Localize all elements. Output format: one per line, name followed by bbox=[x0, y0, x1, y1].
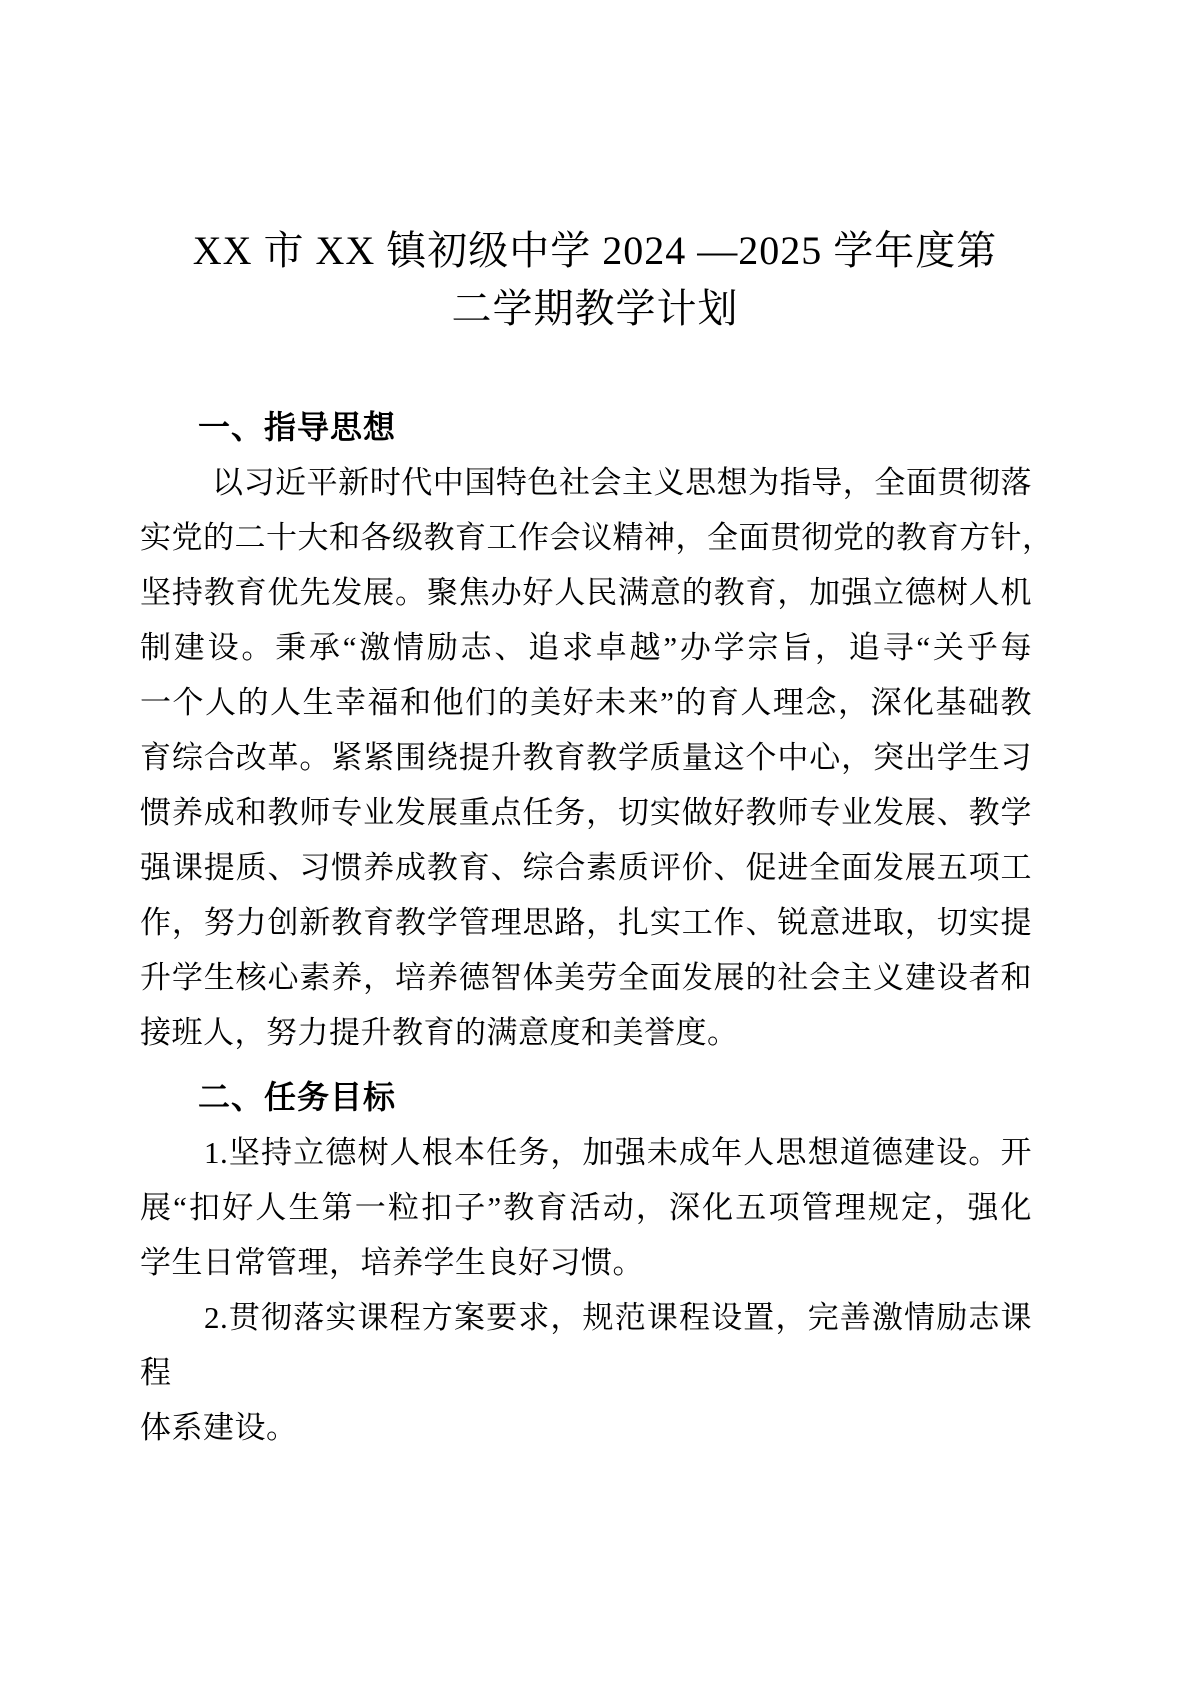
paragraph-line: 惯养成和教师专业发展重点任务，切实做好教师专业发展、教学 bbox=[140, 795, 1032, 830]
paragraph-line: 强课提质、习惯养成教育、综合素质评价、促进全面发展五项工 bbox=[140, 850, 1032, 885]
list-item-2-line: 程 bbox=[140, 1355, 172, 1390]
paragraph-line: 一个人的人生幸福和他们的美好未来”的育人理念，深化基础教 bbox=[140, 685, 1032, 720]
paragraph-line: 制建设。秉承“激情励志、追求卓越”办学宗旨，追寻“关乎每 bbox=[140, 630, 1032, 665]
section-1-heading: 一、指导思想 bbox=[198, 409, 397, 445]
list-item-1-line: 学生日常管理，培养学生良好习惯。 bbox=[140, 1245, 644, 1280]
title-line-1: XX 市 XX 镇初级中学 2024 —2025 学年度第 bbox=[192, 228, 998, 273]
paragraph-line: 坚持教育优先发展。聚焦办好人民满意的教育，加强立德树人机 bbox=[140, 575, 1032, 610]
document-title bbox=[0, 222, 1190, 338]
paragraph-line: 作，努力创新教育教学管理思路，扎实工作、锐意进取，切实提 bbox=[140, 905, 1032, 940]
paragraph-line: 实党的二十大和各级教育工作会议精神，全面贯彻党的教育方针， bbox=[140, 520, 1054, 555]
section-2-heading: 二、任务目标 bbox=[198, 1079, 397, 1115]
paragraph-line: 以习近平新时代中国特色社会主义思想为指导，全面贯彻落 bbox=[212, 465, 1032, 500]
document-body bbox=[140, 400, 1054, 1455]
list-item-2-line: 2.贯彻落实课程方案要求，规范课程设置，完善激情励志课 bbox=[204, 1300, 1032, 1335]
paragraph-line: 接班人，努力提升教育的满意度和美誉度。 bbox=[140, 1015, 739, 1050]
paragraph-line: 升学生核心素养，培养德智体美劳全面发展的社会主义建设者和 bbox=[140, 960, 1032, 995]
paragraph-line: 体系建设。 bbox=[140, 1410, 298, 1445]
paragraph-line: 育综合改革。紧紧围绕提升教育教学质量这个中心，突出学生习 bbox=[140, 740, 1032, 775]
list-item-1-line: 展“扣好人生第一粒扣子”教育活动，深化五项管理规定，强化 bbox=[140, 1190, 1032, 1225]
title-line-2: 二学期教学计划 bbox=[451, 286, 739, 331]
list-item-1-line: 1.坚持立德树人根本任务，加强未成年人思想道德建设。开 bbox=[204, 1135, 1032, 1170]
